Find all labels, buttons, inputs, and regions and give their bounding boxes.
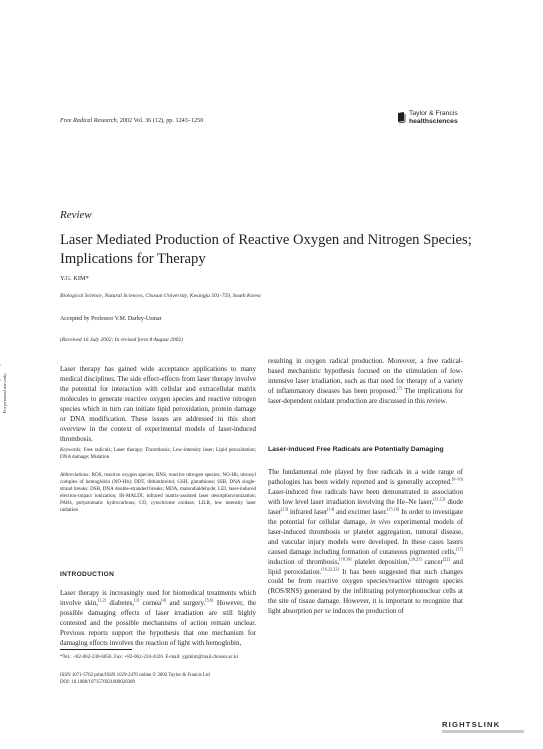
author-affiliation: Biological Science, Natural Sciences, Chosun University, Kwangju 501-759, South Korea xyxy=(60,293,261,299)
article-title: Laser Mediated Production of Reactive Oxygen and Nitrogen Species; Implications for Therapy xyxy=(60,232,472,267)
text-run: and lipid peroxidation. xyxy=(268,557,464,576)
citation-ref[interactable]: [3] xyxy=(134,597,140,603)
section-paragraph xyxy=(268,468,463,617)
text-run: diode laser xyxy=(268,497,463,516)
keywords-label: Keywords: xyxy=(60,447,82,453)
article-type-label: Review xyxy=(60,209,92,221)
text-run: platelet deposition, xyxy=(351,557,410,566)
publisher-name: Taylor & Francis xyxy=(409,110,458,117)
keywords xyxy=(60,447,256,461)
rightslink-bar xyxy=(442,730,524,733)
text-run: and surgery. xyxy=(166,598,206,607)
text-run: The fundamental role played by free radicals in a wide range of pathologies has been widely reported and is generally accepted. xyxy=(268,468,463,486)
article-author: Y.G. KIM* xyxy=(60,275,89,282)
text-run-italic: in vivo xyxy=(370,517,391,526)
text-run: and excimer laser. xyxy=(334,507,388,516)
intro-paragraph xyxy=(60,589,256,649)
download-notice xyxy=(0,288,22,498)
accepted-by: Accepted by Professor V.M. Darley-Usmar xyxy=(60,316,162,322)
text-run-italic: per se xyxy=(313,607,331,616)
text-run: resulting in oxygen radical production. Moreover, a free radical-based mechanistic hypothesis focused on the stimulation of low-intensive laser irradiation, such as that used for therapy of a variety of inflammatory diseases has been proposed. xyxy=(268,357,463,395)
keywords-text: Free radicals; Laser therapy; Thrombosis; Low-intensity laser; Lipid peroxidation; DNA damage; Mutation xyxy=(60,447,256,460)
citation-ref[interactable]: [18,19] xyxy=(339,556,352,562)
citation-ref[interactable]: [16,22,23] xyxy=(321,566,339,572)
continuation-paragraph xyxy=(268,357,463,407)
issn-info xyxy=(60,673,210,686)
text-run: cornea xyxy=(139,598,162,607)
text-run: experimental models of laser-induced thrombosis or platelet aggregation, tumoral disease, and vascular injury models were developed. In these cases lasers caused damage including formation of cutaneous pigmented cells, xyxy=(268,517,463,556)
book-icon xyxy=(397,112,406,124)
citation-ref[interactable]: [1,2] xyxy=(97,597,106,603)
citation-ref[interactable]: [4] xyxy=(161,597,167,603)
text-run: diabetes, xyxy=(105,598,135,607)
text-run: It has been suggested that such changes could be from reactive oxygen species/reactive nitrogen species (ROS/RNS) generated by the infiltrating polymorphonuclear cells at the site of tissue damage. However, it is important to recognize that light absorption xyxy=(268,567,463,616)
text-run: infrared laser xyxy=(288,507,328,516)
issn-line: ISSN 1071-5762 print/ISSN 1029-2470 online © 2002 Taylor & Francis Ltd xyxy=(60,673,210,678)
journal-details: 2002 Vol. 36 (12), pp. 1243–1250 xyxy=(119,117,204,124)
text-run: However, the possible damaging effects of laser irradiation are still highly contested and the possible mechanisms of action remain unclear. Previous reports support the hypothesis that one mechanism for damaging effects involves the reaction of light with hemoglobin, xyxy=(60,598,256,647)
text-run: Laser therapy is increasingly used for biomedical treatments which involve skin, xyxy=(60,589,256,607)
abbreviations-text: ROS, reactive oxygen species; RNS, reactive nitrogen species; NO-Hb, nitrosyl complex of hemoglobin (NO-Hb); DDT, dithiothreitol; GSH, glutathione; SSB, DNA single-strand breaks; DSB, DNA double-stranded breaks; MDA, malondialdehyde; LEI, laser-induced electron-impact ionization; IR-MALDI, infrared matrix-assisted laser desorption/ionization; PAHs, polyaromatic hydrocarbons; CO, cytochrome oxidase; LILR, low intensity laser radiation xyxy=(60,472,256,513)
doi-line[interactable]: DOI: 10.1080/1071576021000028389 xyxy=(60,679,135,685)
journal-info xyxy=(60,117,203,124)
citation-ref[interactable]: [13] xyxy=(281,506,289,512)
download-notice-line2: For personal use only. xyxy=(2,372,7,414)
rightslink-logo[interactable]: RIGHTSLINK xyxy=(442,720,501,729)
section-heading: Laser-induced Free Radicals are Potentially Damaging xyxy=(268,446,444,453)
citation-ref[interactable]: [17] xyxy=(456,546,463,552)
citation-ref[interactable]: [5,6] xyxy=(205,597,214,603)
footnote-rule xyxy=(60,649,132,650)
text-run: cancer xyxy=(421,557,443,566)
citation-ref[interactable]: [20,21] xyxy=(409,556,422,562)
journal-name: Free Radical Research, xyxy=(60,117,119,124)
citation-ref[interactable]: [7] xyxy=(397,385,403,391)
abstract: Laser therapy has gained wide acceptance applications to many medical disciplines. The side effect-effects from laser therapy involve the potential for interaction with cellular and extracellular matrix molecules to generate reactive oxygen species and reactive nitrogen species which in turn can initiate lipid peroxidation, protein damage or DNA modification. These issues are addressed in this short overview in the context of experimental models of laser-induced thrombosis. xyxy=(60,365,256,443)
citation-ref[interactable]: [8–10] xyxy=(451,476,463,482)
citation-ref[interactable]: [22] xyxy=(442,556,450,562)
publisher-logo xyxy=(397,110,493,132)
abbreviations-label: Abbreviations: xyxy=(60,472,91,478)
citation-ref[interactable]: [15,16] xyxy=(387,506,400,512)
text-run: The implications for laser-dependent oxidant production are discussed in this review. xyxy=(268,386,463,405)
intro-heading: INTRODUCTION xyxy=(60,571,115,578)
publisher-sub: healthsciences xyxy=(409,118,458,125)
corresponding-author-footnote: *Tel.: +82-062-230-6656. Fax: +82-062-234-4326. E-mail: ygnkim@mail.chosun.ac.kr xyxy=(60,654,239,660)
received-dates: (Received 16 July 2002; In revised form 8 August 2002) xyxy=(60,337,183,343)
citation-ref[interactable]: [14] xyxy=(327,506,335,512)
text-run: Laser-induced free radicals have been demonstrated in association with low level laser irradiation involving the He–Ne laser, xyxy=(268,487,463,506)
abbreviations xyxy=(60,472,256,514)
text-run: In order to investigate the potential for cellular damage, xyxy=(268,507,463,526)
text-run: induces the production of xyxy=(330,607,404,616)
text-run: induction of thrombosis, xyxy=(268,557,340,566)
citation-ref[interactable]: [11,12] xyxy=(433,496,446,502)
